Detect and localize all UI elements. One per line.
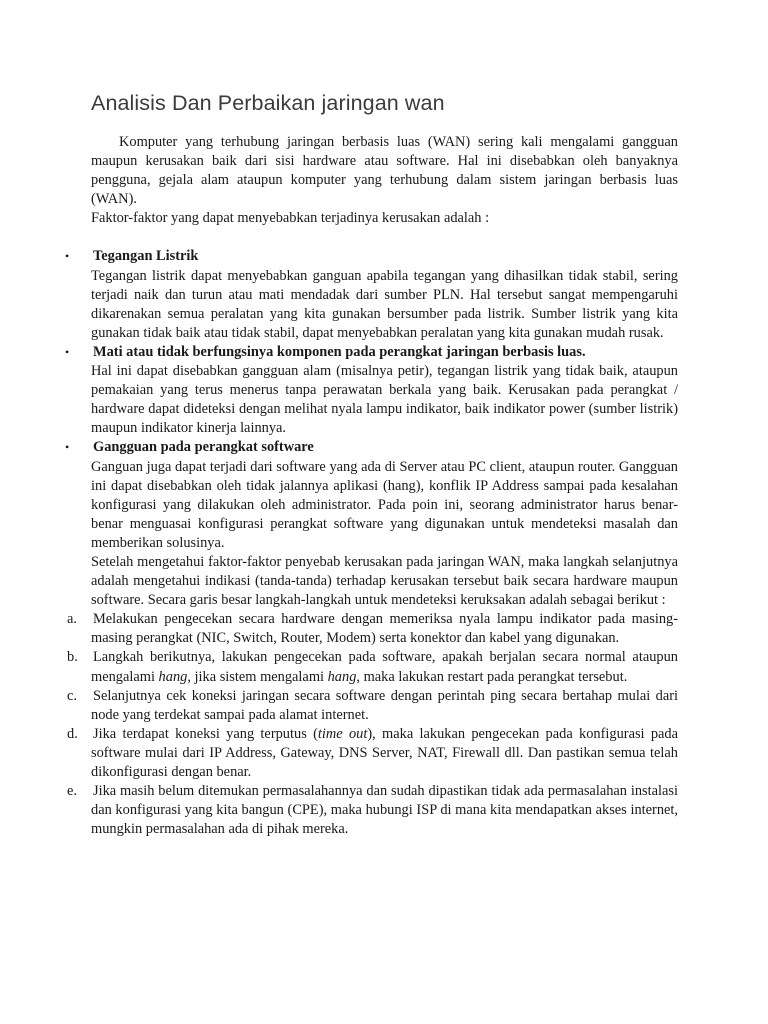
- step-item: [67, 610, 678, 648]
- step-marker: e.: [67, 783, 77, 800]
- factor-text: Tegangan listrik dapat menyebabkan ganguan apabila tegangan yang dihasilkan tidak stabil, sering terjadi naik dan turun atau mati mendadak dari sumber PLN. Hal tersebut sangat mempengaruhi dikarenakan semua peralatan yang kita gunakan bersumber pada listrik. Sumber listrik yang kita gunakan tidak baik atau tidak stabil, dapat menyebabkan peralatan yang kita gunakan mudah rusak.: [91, 267, 678, 341]
- step-text: Jika terdapat koneksi yang terputus (time out), maka lakukan pengecekan pada konfigurasi pada software mulai dari IP Address, Gateway, DNS Server, NAT, Firewall dll. Dan pastikan semua telah dikonfigurasi dengan benar.: [91, 725, 679, 780]
- factors-lead: Faktor-faktor yang dapat menyebabkan terjadinya kerusakan adalah :: [91, 210, 490, 227]
- step-text: Selanjutnya cek koneksi jaringan secara software dengan perintah ping secara bertahap mulai dari node yang terdekat sampai pada alamat internet.: [91, 687, 678, 723]
- bullet-icon: •: [65, 249, 70, 264]
- step-text: Melakukan pengecekan secara hardware dengan memeriksa nyala lampu indikator pada masing-masing perangkat (NIC, Switch, Router, Modem) serta konektor dan kabel yang digunakan.: [91, 611, 678, 647]
- document-title: Analisis Dan Perbaikan jaringan wan: [91, 91, 445, 115]
- bullet-icon: •: [65, 440, 70, 455]
- step-marker: d.: [67, 725, 78, 742]
- step-marker: c.: [67, 687, 77, 704]
- detection-steps: [67, 610, 679, 839]
- document-body: [65, 133, 679, 839]
- step-item: [67, 725, 679, 782]
- step-item: [67, 687, 678, 725]
- intro-paragraph: Komputer yang terhubung jaringan berbasis luas (WAN) sering kali mengalami gangguan maupun kerusakan baik dari sisi hardware atau software. Hal ini disebabkan oleh banyaknya pengguna, gejala alam ataupun komputer yang terhubung dalam sistem jaringan berbasis luas (WAN).: [91, 134, 678, 208]
- factor-heading: Tegangan Listrik: [93, 248, 199, 265]
- step-text: Langkah berikutnya, lakukan pengecekan pada software, apakah berjalan secara normal ataupun mengalami hang, jika sistem mengalami hang, maka lakukan restart pada perangkat tersebut.: [91, 649, 678, 685]
- step-item: [67, 782, 678, 839]
- step-marker: b.: [67, 649, 78, 666]
- factor-item: [65, 438, 678, 610]
- factor-heading: Mati atau tidak berfungsinya komponen pada perangkat jaringan berbasis luas.: [93, 343, 586, 360]
- factor-list: [65, 247, 678, 610]
- step-marker: a.: [67, 611, 77, 628]
- bullet-icon: •: [65, 344, 70, 359]
- detection-lead: Setelah mengetahui faktor-faktor penyebab kerusakan pada jaringan WAN, maka langkah selanjutnya adalah mengetahui indikasi (tanda-tanda) terhadap kerusakan tersebut baik secara hardware maupun software. Secara garis besar langkah-langkah untuk mendeteksi keruksakan adalah sebagai berikut :: [91, 553, 678, 609]
- factor-item: [65, 247, 678, 342]
- paragraph-gap: [91, 228, 678, 247]
- factor-text: Hal ini dapat disebabkan gangguan alam (misalnya petir), tegangan listrik yang tidak baik, ataupun pemakaian yang terus menerus tanpa perawatan berkala yang baik. Kerusakan pada perangkat / hardware dapat dideteksi dengan melihat nyala lampu indikator, baik indikator power (sumber listrik) maupun indikator kinerja lainnya.: [91, 363, 678, 437]
- step-item: [67, 648, 678, 686]
- factor-heading: Gangguan pada perangkat software: [93, 439, 314, 456]
- factor-item: [65, 343, 678, 438]
- factor-text: Ganguan juga dapat terjadi dari software yang ada di Server atau PC client, ataupun router. Gangguan ini dapat disebabkan oleh tidak jalannya aplikasi (hang), konflik IP Address sampai pada kesalahan konfigurasi yang dilakukan oleh administrator. Pada poin ini, seorang administrator harus benar-benar menguasai konfigurasi perangkat software yang digunakan untuk mendeteksi masalah dan memberikan solusinya.: [91, 458, 678, 551]
- step-text: Jika masih belum ditemukan permasalahannya dan sudah dipastikan tidak ada permasalahan instalasi dan konfigurasi yang kita bangun (CPE), maka hubungi ISP di mana kita mendapatkan akses internet, mungkin permasalahan ada di pihak mereka.: [91, 783, 678, 838]
